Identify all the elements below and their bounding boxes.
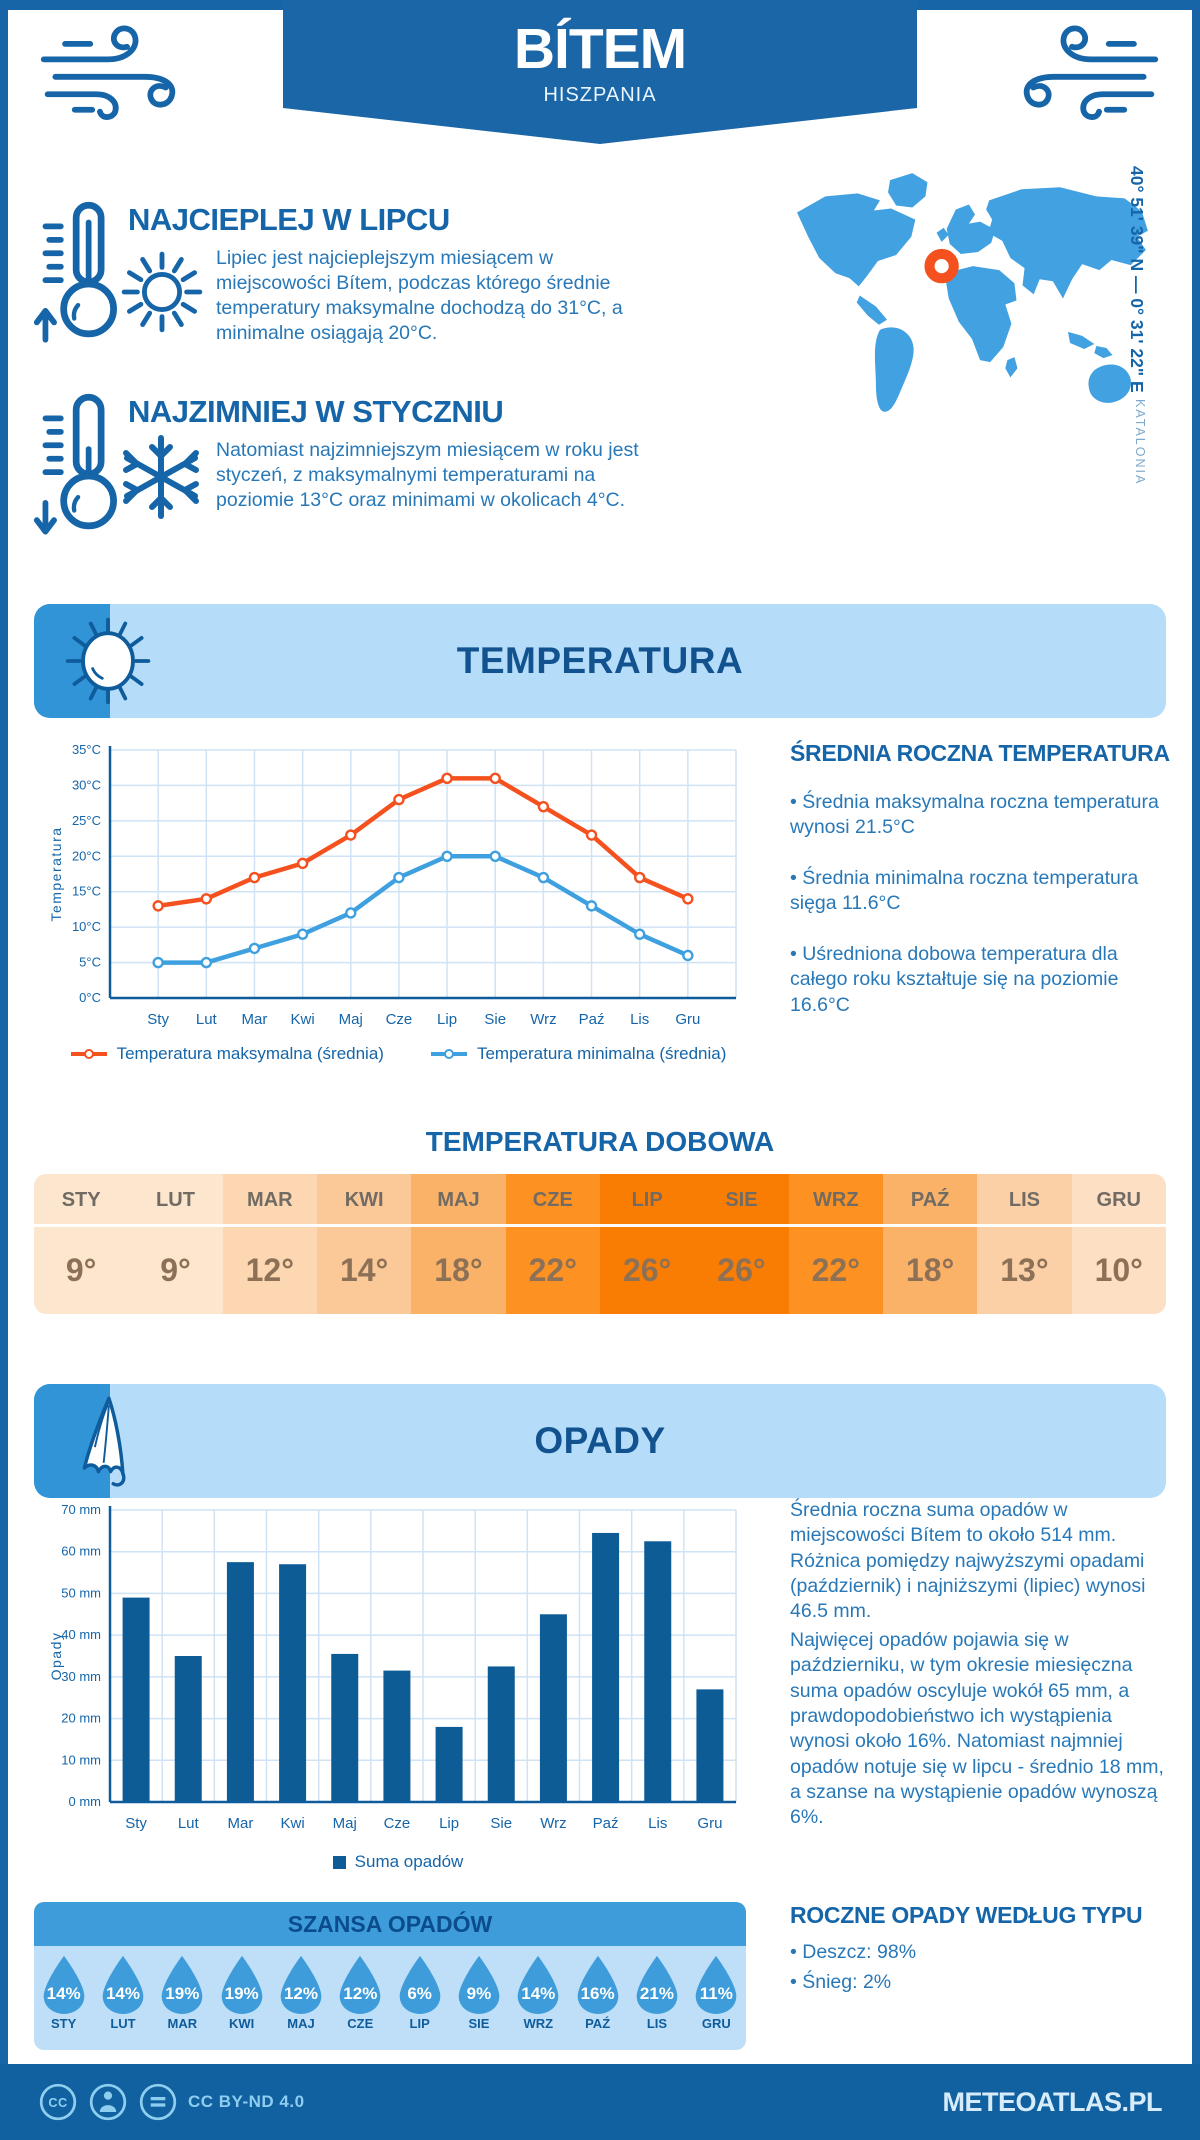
month-label: MAR xyxy=(223,1174,317,1227)
bar xyxy=(227,1562,254,1802)
site-name: METEOATLAS.PL xyxy=(942,2086,1162,2117)
y-axis-label: Opady xyxy=(48,1631,64,1681)
rain-chance-value: 14% xyxy=(46,1984,81,2003)
rain-chance-value: 14% xyxy=(521,1984,556,2003)
daily-temp-value: 18° xyxy=(434,1252,483,1288)
warmest-text: Lipiec jest najcieplejszym miesiącem w miejscowości Bítem, podczas którego średnie temperatury maksymalne dochodzą do 31°C, a minimalne osiągają 20°C. xyxy=(216,247,623,344)
bar xyxy=(540,1614,567,1802)
rain-chance-panel xyxy=(34,1902,746,2050)
bar xyxy=(175,1656,202,1802)
x-tick: Lut xyxy=(195,1011,217,1028)
month-label: WRZ xyxy=(789,1174,883,1227)
x-tick: Kwi xyxy=(290,1011,315,1028)
month-label: LUT xyxy=(128,1174,222,1227)
cc-icon xyxy=(38,2082,78,2122)
rain-chance-title: SZANSA OPADÓW xyxy=(34,1902,746,1946)
daily-temp-column xyxy=(506,1174,600,1314)
month-label: LIS xyxy=(977,1174,1071,1227)
rain-chance-item xyxy=(331,1954,390,2050)
daily-temp-value: 26° xyxy=(717,1252,766,1288)
y-tick: 40 mm xyxy=(61,1627,101,1643)
temp-summary-bullet: • Średnia maksymalna roczna temperatura wynosi 21.5°C xyxy=(790,791,1159,839)
x-tick: Lis xyxy=(648,1815,668,1832)
temp-summary-bullet: • Uśredniona dobowa temperatura dla całego roku kształtuje się na poziomie 16.6°C xyxy=(790,943,1119,1016)
precip-paragraph-1: Średnia roczna suma opadów w miejscowości Bítem to około 514 mm. Różnica pomiędzy najwyższymi opadami (październik) i najniższymi (lipiec) wynosi 46.5 mm. xyxy=(790,1499,1146,1623)
rain-chance-item xyxy=(390,1954,449,2050)
y-tick: 10 mm xyxy=(61,1752,101,1768)
coordinates-text: 40° 51' 39" N — 0° 31' 22" E xyxy=(1127,166,1147,393)
precip-type-rain: • Deszcz: 98% xyxy=(790,1941,917,1963)
month-label: PAŹ xyxy=(883,1174,977,1227)
x-tick: Gru xyxy=(675,1011,701,1028)
precipitation-section-title: OPADY xyxy=(534,1420,666,1461)
daily-temp-value: 9° xyxy=(160,1252,191,1288)
x-tick: Wrz xyxy=(530,1011,557,1028)
title-banner xyxy=(283,0,917,108)
sun-icon xyxy=(118,248,206,336)
x-tick: Maj xyxy=(338,1011,363,1028)
temp-summary-heading: ŚREDNIA ROCZNA TEMPERATURA xyxy=(790,740,1170,766)
daily-temp-value: 10° xyxy=(1094,1252,1143,1288)
thermometer-down-icon xyxy=(32,388,128,540)
month-label: LIP xyxy=(600,1174,694,1227)
warmest-heading: NAJCIEPLEJ W LIPCU xyxy=(128,202,450,237)
daily-temp-column xyxy=(977,1174,1071,1314)
x-tick: Wrz xyxy=(540,1815,567,1832)
daily-temp-heading: TEMPERATURA DOBOWA xyxy=(425,1126,775,1157)
x-tick: Gru xyxy=(697,1815,723,1832)
license-block xyxy=(38,2082,305,2122)
daily-temp-column xyxy=(34,1174,128,1314)
month-label: SIE xyxy=(694,1174,788,1227)
legend-item: Temperatura minimalna (średnia) xyxy=(430,1044,726,1064)
x-tick: Sie xyxy=(484,1011,507,1028)
rain-chance-value: 11% xyxy=(699,1984,733,2003)
y-tick: 70 mm xyxy=(61,1502,101,1517)
rain-chance-item xyxy=(153,1954,212,2050)
x-tick: Lip xyxy=(437,1011,458,1028)
rain-chance-month: SIE xyxy=(468,2016,490,2031)
rain-chance-item xyxy=(271,1954,330,2050)
daily-temp-column xyxy=(128,1174,222,1314)
x-tick: Sty xyxy=(147,1011,169,1028)
coordinates-block xyxy=(1126,166,1147,596)
x-tick: Sie xyxy=(490,1815,513,1832)
precip-type-heading: ROCZNE OPADY WEDŁUG TYPU xyxy=(790,1902,1143,1928)
rain-chance-month: WRZ xyxy=(523,2016,554,2031)
y-tick: 15°C xyxy=(71,883,101,899)
rain-chance-month: LIP xyxy=(409,2016,430,2031)
month-label: GRU xyxy=(1072,1174,1166,1227)
y-tick: 10°C xyxy=(71,919,101,935)
x-tick: Maj xyxy=(332,1815,357,1832)
daily-temp-value: 18° xyxy=(905,1252,955,1288)
rain-chance-month: STY xyxy=(51,2016,77,2031)
rain-chance-item xyxy=(509,1954,568,2050)
daily-temp-value: 26° xyxy=(622,1252,672,1288)
page-title: BÍTEM xyxy=(513,17,687,81)
page-subtitle: HISZPANIA xyxy=(543,84,657,106)
x-tick: Lut xyxy=(177,1815,199,1832)
precip-paragraph-2: Najwięcej opadów pojawia się w październiku, w tym okresie miesięczna suma opadów oscyluje wokół 65 mm, a prawdopodobieństwo ich wystąpienia wynosi około 16%. Natomiast najmniej opadów notuje się w lipcu - średnio 18 mm, a szanse na wystąpienie opadów wynoszą 6%. xyxy=(790,1629,1164,1829)
rain-chance-value: 14% xyxy=(105,1984,140,2003)
rain-chance-month: LIS xyxy=(646,2016,668,2031)
snowflake-icon xyxy=(116,432,206,522)
daily-temp-column xyxy=(883,1174,977,1314)
region-label: KATALONIA xyxy=(1133,398,1147,485)
x-tick: Cze xyxy=(383,1815,411,1832)
rain-chance-value: 9% xyxy=(466,1984,492,2003)
rain-chance-value: 12% xyxy=(283,1984,318,2003)
temp-summary-bullet: • Średnia minimalna roczna temperatura sięga 11.6°C xyxy=(790,867,1139,915)
y-tick: 20°C xyxy=(71,848,101,864)
rain-chance-value: 6% xyxy=(407,1984,432,2003)
daily-temp-column xyxy=(1072,1174,1166,1314)
bar xyxy=(123,1598,150,1802)
precipitation-bar-chart xyxy=(48,1500,748,1851)
rain-chance-value: 19% xyxy=(224,1984,259,2003)
x-tick: Cze xyxy=(385,1011,413,1028)
temperature-line-chart xyxy=(48,740,748,1043)
y-tick: 35°C xyxy=(71,742,101,757)
rain-chance-value: 12% xyxy=(343,1984,378,2003)
y-tick: 5°C xyxy=(79,954,101,970)
y-tick: 0°C xyxy=(79,990,101,1005)
rain-chance-item xyxy=(212,1954,271,2050)
month-label: STY xyxy=(34,1174,128,1227)
x-tick: Sty xyxy=(125,1815,147,1832)
rain-chance-month: MAJ xyxy=(287,2016,315,2031)
daily-temp-value: 22° xyxy=(811,1252,860,1288)
bar xyxy=(436,1727,463,1802)
y-tick: 20 mm xyxy=(61,1710,101,1726)
wind-icon xyxy=(1008,20,1163,122)
rain-chance-item xyxy=(34,1954,93,2050)
daily-temp-table xyxy=(34,1174,1166,1314)
wind-icon xyxy=(36,20,191,122)
y-tick: 30°C xyxy=(71,777,101,793)
temperature-chart-legend xyxy=(48,1044,748,1064)
daily-temp-column xyxy=(600,1174,694,1314)
daily-temp-column xyxy=(789,1174,883,1314)
coldest-text: Natomiast najzimniejszym miesiącem w roku jest styczeń, z maksymalnymi temperaturami na poziomie 13°C oraz minimami w okolicach 4°C. xyxy=(216,439,639,511)
rain-chance-value: 16% xyxy=(580,1984,615,2003)
x-tick: Lip xyxy=(439,1815,460,1832)
daily-temp-value: 22° xyxy=(528,1252,577,1288)
thermometer-up-icon xyxy=(32,196,128,348)
x-tick: Mar xyxy=(227,1815,254,1832)
y-tick: 25°C xyxy=(71,812,101,828)
sun-banner-icon xyxy=(60,613,156,709)
y-tick: 50 mm xyxy=(61,1585,101,1601)
umbrella-banner-icon xyxy=(60,1393,156,1489)
frame-right xyxy=(1192,0,1200,2140)
precipitation-section-banner xyxy=(34,1384,1166,1498)
footer xyxy=(0,2064,1200,2140)
bar xyxy=(488,1666,515,1802)
temperature-section-title: TEMPERATURA xyxy=(456,640,744,681)
x-tick: Kwi xyxy=(280,1815,305,1832)
world-map xyxy=(793,160,1157,442)
month-label: MAJ xyxy=(411,1174,505,1227)
legend-item: Temperatura maksymalna (średnia) xyxy=(70,1044,384,1064)
rain-chance-month: GRU xyxy=(701,2016,731,2031)
coldest-heading: NAJZIMNIEJ W STYCZNIU xyxy=(128,394,504,429)
rain-chance-month: CZE xyxy=(347,2016,374,2031)
legend-item: Suma opadów xyxy=(333,1852,464,1872)
x-tick: Paź xyxy=(578,1011,605,1028)
month-label: CZE xyxy=(506,1174,600,1227)
daily-temp-column xyxy=(411,1174,505,1314)
rain-chance-month: KWI xyxy=(229,2016,255,2031)
rain-chance-month: LUT xyxy=(110,2016,136,2031)
cc-nd-icon xyxy=(138,2082,178,2122)
daily-temp-column xyxy=(317,1174,411,1314)
daily-temp-column xyxy=(694,1174,788,1314)
daily-temp-value: 12° xyxy=(245,1252,295,1288)
bar xyxy=(644,1541,671,1802)
bar xyxy=(696,1689,723,1802)
x-tick: Lis xyxy=(630,1011,650,1028)
y-tick: 60 mm xyxy=(61,1543,101,1559)
rain-chance-month: PAŹ xyxy=(585,2016,611,2031)
cc-attribution-icon xyxy=(88,2082,128,2122)
rain-chance-drops xyxy=(34,1946,746,2050)
x-tick: Paź xyxy=(592,1815,619,1832)
y-axis-label: Temperatura xyxy=(48,826,64,922)
y-tick: 30 mm xyxy=(61,1668,101,1684)
daily-temp-column xyxy=(223,1174,317,1314)
rain-chance-item xyxy=(568,1954,627,2050)
daily-temp-value: 13° xyxy=(1000,1252,1049,1288)
bar xyxy=(279,1564,306,1802)
license-label: CC BY-ND 4.0 xyxy=(188,2092,305,2111)
svg-text:CC: CC xyxy=(48,2095,68,2110)
precipitation-chart-legend xyxy=(48,1852,748,1872)
rain-chance-item xyxy=(627,1954,686,2050)
daily-temp-value: 14° xyxy=(339,1252,389,1288)
rain-chance-value: 19% xyxy=(165,1984,200,2003)
temperature-section-banner xyxy=(34,604,1166,718)
y-tick: 0 mm xyxy=(68,1794,101,1809)
month-label: KWI xyxy=(317,1174,411,1227)
bar xyxy=(331,1654,358,1802)
rain-chance-value: 21% xyxy=(639,1984,674,2003)
bar xyxy=(592,1533,619,1802)
daily-temp-value: 9° xyxy=(65,1252,97,1288)
x-tick: Mar xyxy=(241,1011,268,1028)
precip-type-snow: • Śnieg: 2% xyxy=(790,1971,892,1993)
rain-chance-item xyxy=(687,1954,746,2050)
rain-chance-item xyxy=(93,1954,152,2050)
rain-chance-item xyxy=(449,1954,508,2050)
bar xyxy=(383,1671,410,1802)
rain-chance-month: MAR xyxy=(167,2016,198,2031)
frame-left xyxy=(0,0,8,2140)
